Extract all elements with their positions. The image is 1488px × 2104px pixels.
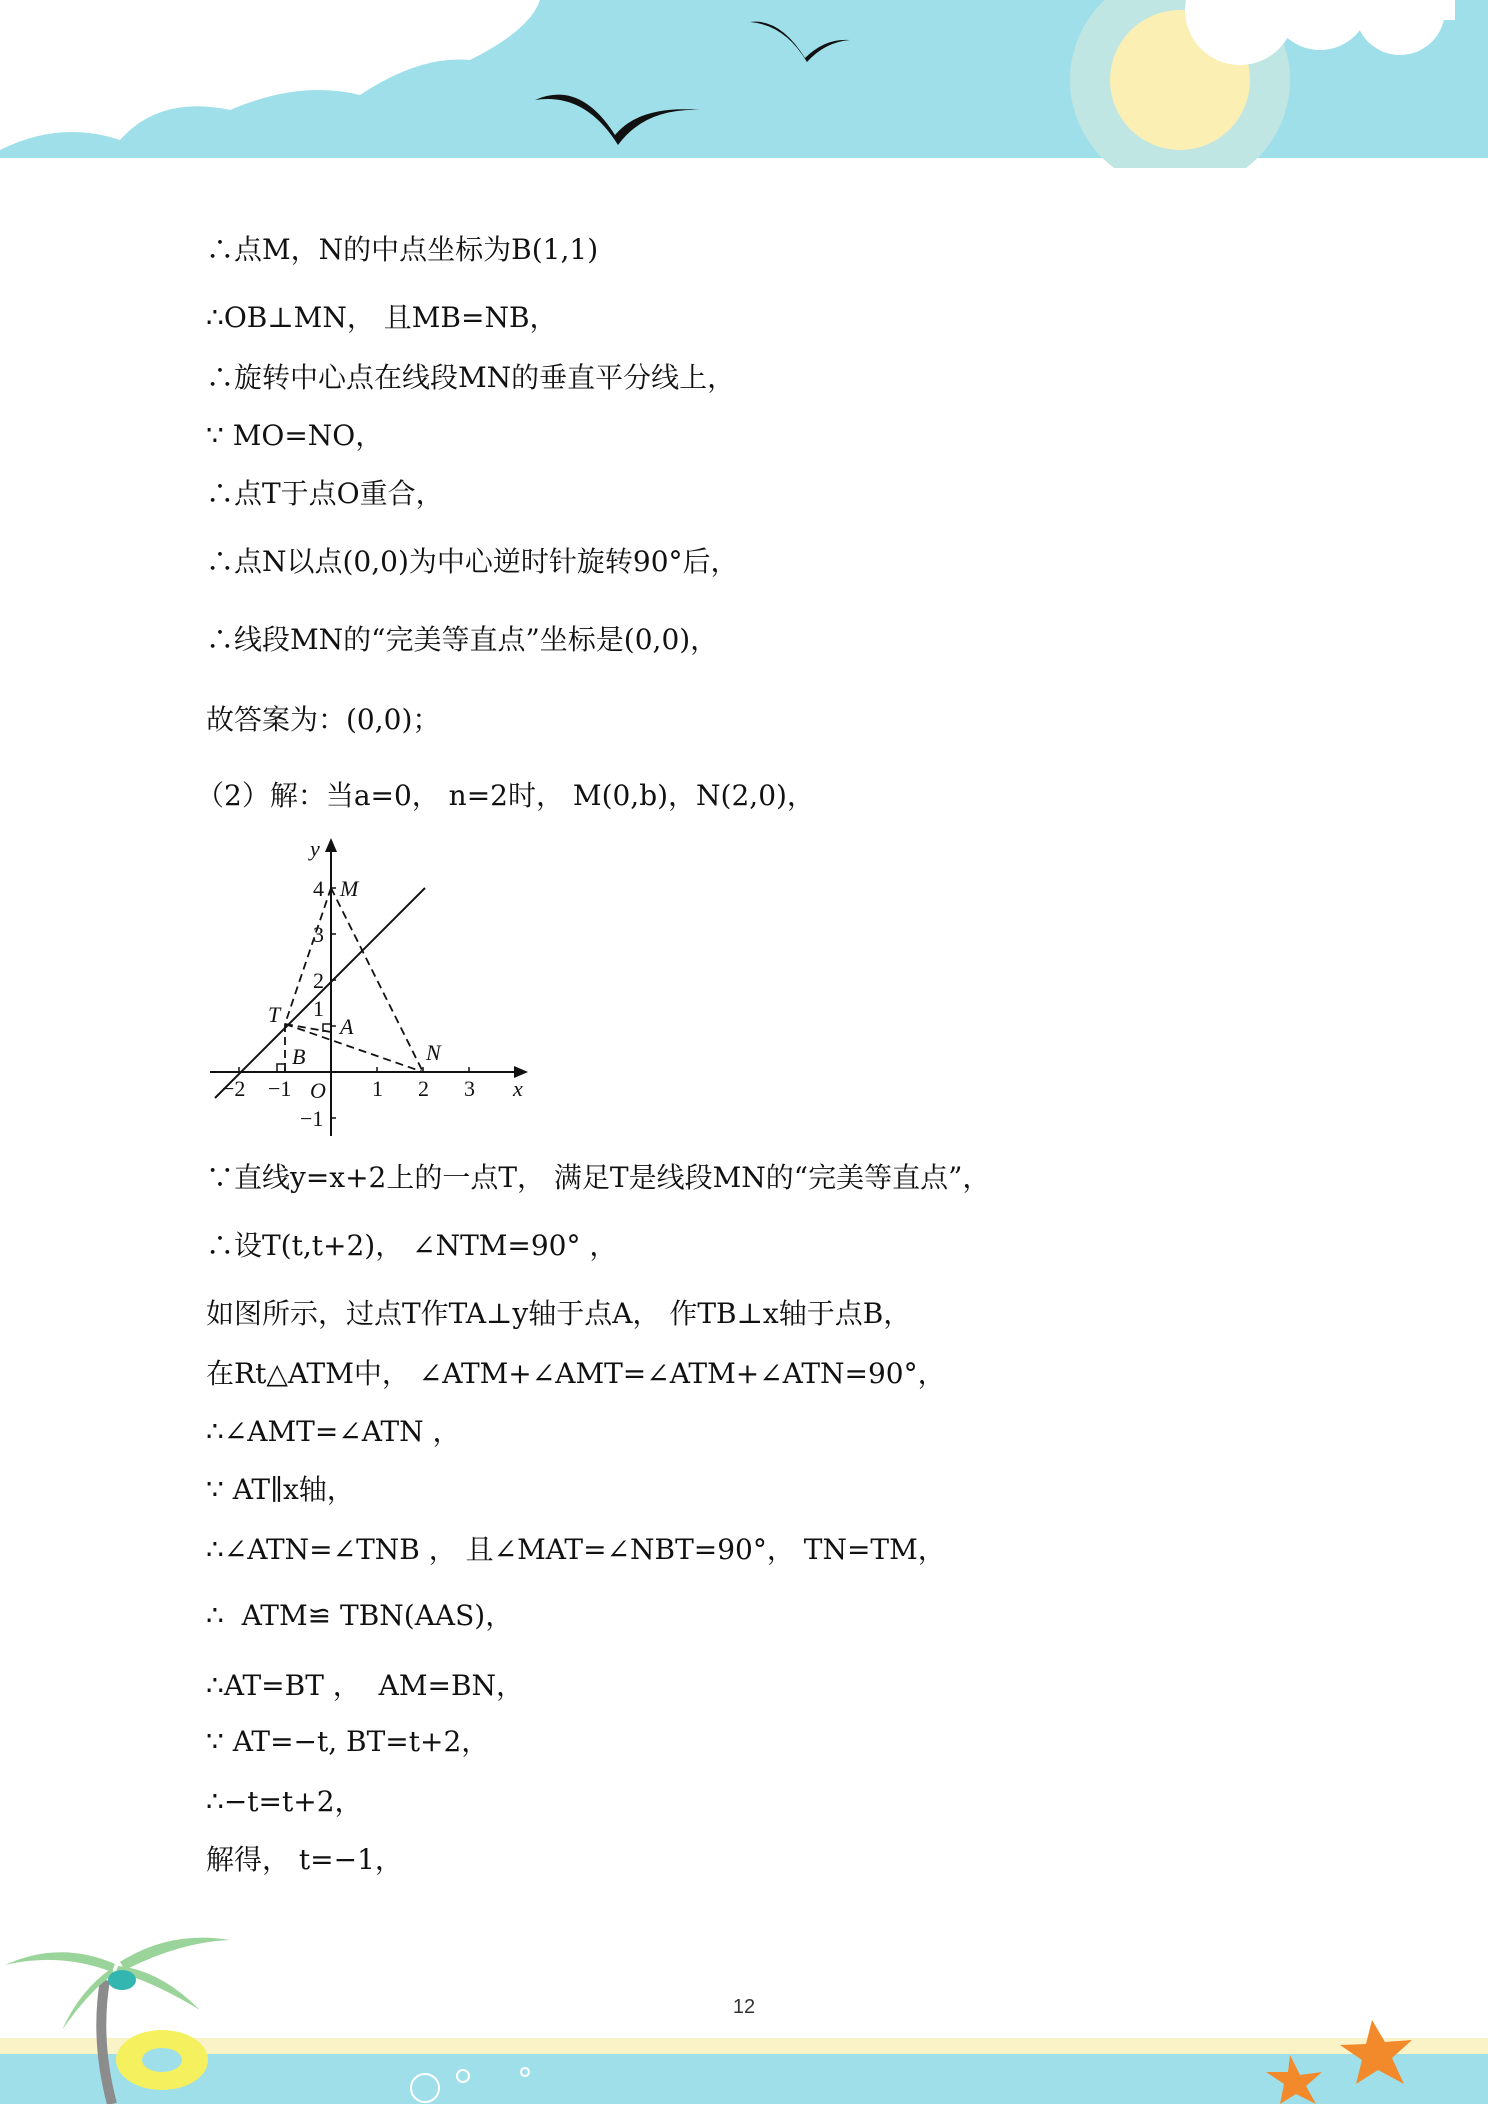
text-line-16: ∴∠ATN=∠TNB ， 且∠MAT=∠NBT=90°， TN=TM，: [206, 1533, 946, 1566]
top-sky-banner: [0, 0, 1488, 168]
text-line-7: ∴线段MN的“完美等直点”坐标是(0,0)，: [206, 623, 719, 656]
swim-ring-icon: [116, 2030, 208, 2090]
point-B-label: B: [292, 1044, 306, 1069]
text-line-20: ∴−t=t+2，: [206, 1785, 363, 1818]
text-line-2: ∴OB⊥MN， 且MB=NB，: [206, 301, 558, 334]
y-tick-label: 2: [313, 968, 324, 993]
text-line-12: 如图所示，过点T作TA⊥y轴于点A， 作TB⊥x轴于点B，: [206, 1297, 912, 1330]
text-line-1: ∴点M，N的中点坐标为B(1,1): [206, 233, 599, 266]
text-line-18: ∴AT=BT ， AM=BN，: [206, 1669, 525, 1702]
text-line-9: （2）解：当a=0， n=2时， M(0,b)，N(2,0)，: [196, 779, 815, 812]
bottom-beach-banner: [0, 1900, 1488, 2104]
coordinate-figure: [200, 836, 530, 1142]
segment-MN: [331, 888, 423, 1072]
x-tick-label: −1: [268, 1076, 292, 1101]
text-line-3: ∴旋转中心点在线段MN的垂直平分线上，: [206, 361, 736, 394]
point-N-label: N: [426, 1040, 441, 1065]
text-line-15: ∵ AT∥x轴，: [206, 1473, 355, 1506]
text-line-21: 解得， t=−1，: [206, 1843, 403, 1876]
y-tick-label: 3: [313, 922, 324, 947]
text-line-5: ∴点T于点O重合，: [206, 477, 444, 510]
segment-TA: [285, 1024, 331, 1032]
text-line-6: ∴点N以点(0,0)为中心逆时针旋转90°后，: [206, 545, 739, 578]
text-line-8: 故答案为：(0,0)；: [206, 703, 441, 736]
y-tick-label: 4: [313, 876, 324, 901]
text-line-11: ∴设T(t,t+2)， ∠NTM=90° ，: [206, 1229, 618, 1262]
y-axis-label: y: [310, 836, 320, 861]
text-line-14: ∴∠AMT=∠ATN ，: [206, 1415, 461, 1448]
x-tick-label: 3: [464, 1076, 475, 1101]
text-line-17: ∴ ATM≌ TBN(AAS)，: [206, 1599, 514, 1632]
x-tick-label: 1: [372, 1076, 383, 1101]
origin-label: O: [310, 1078, 326, 1103]
text-line-13: 在Rt△ATM中， ∠ATM+∠AMT=∠ATM+∠ATN=90°，: [206, 1357, 946, 1390]
x-tick-label: 2: [418, 1076, 429, 1101]
y-tick-label: 1: [313, 996, 324, 1021]
y-tick-label: −1: [300, 1106, 324, 1131]
point-M-label: M: [340, 876, 359, 901]
point-A-label: A: [340, 1014, 354, 1039]
text-line-10: ∵直线y=x+2上的一点T， 满足T是线段MN的“完美等直点”，: [206, 1161, 991, 1194]
x-tick-label: −2: [222, 1076, 246, 1101]
text-line-4: ∵ MO=NO，: [206, 419, 384, 452]
page-number: 12: [732, 1996, 756, 2018]
text-line-19: ∵ AT=−t, BT=t+2，: [206, 1725, 490, 1758]
x-axis-label: x: [513, 1076, 523, 1101]
point-T-label: T: [268, 1002, 281, 1027]
